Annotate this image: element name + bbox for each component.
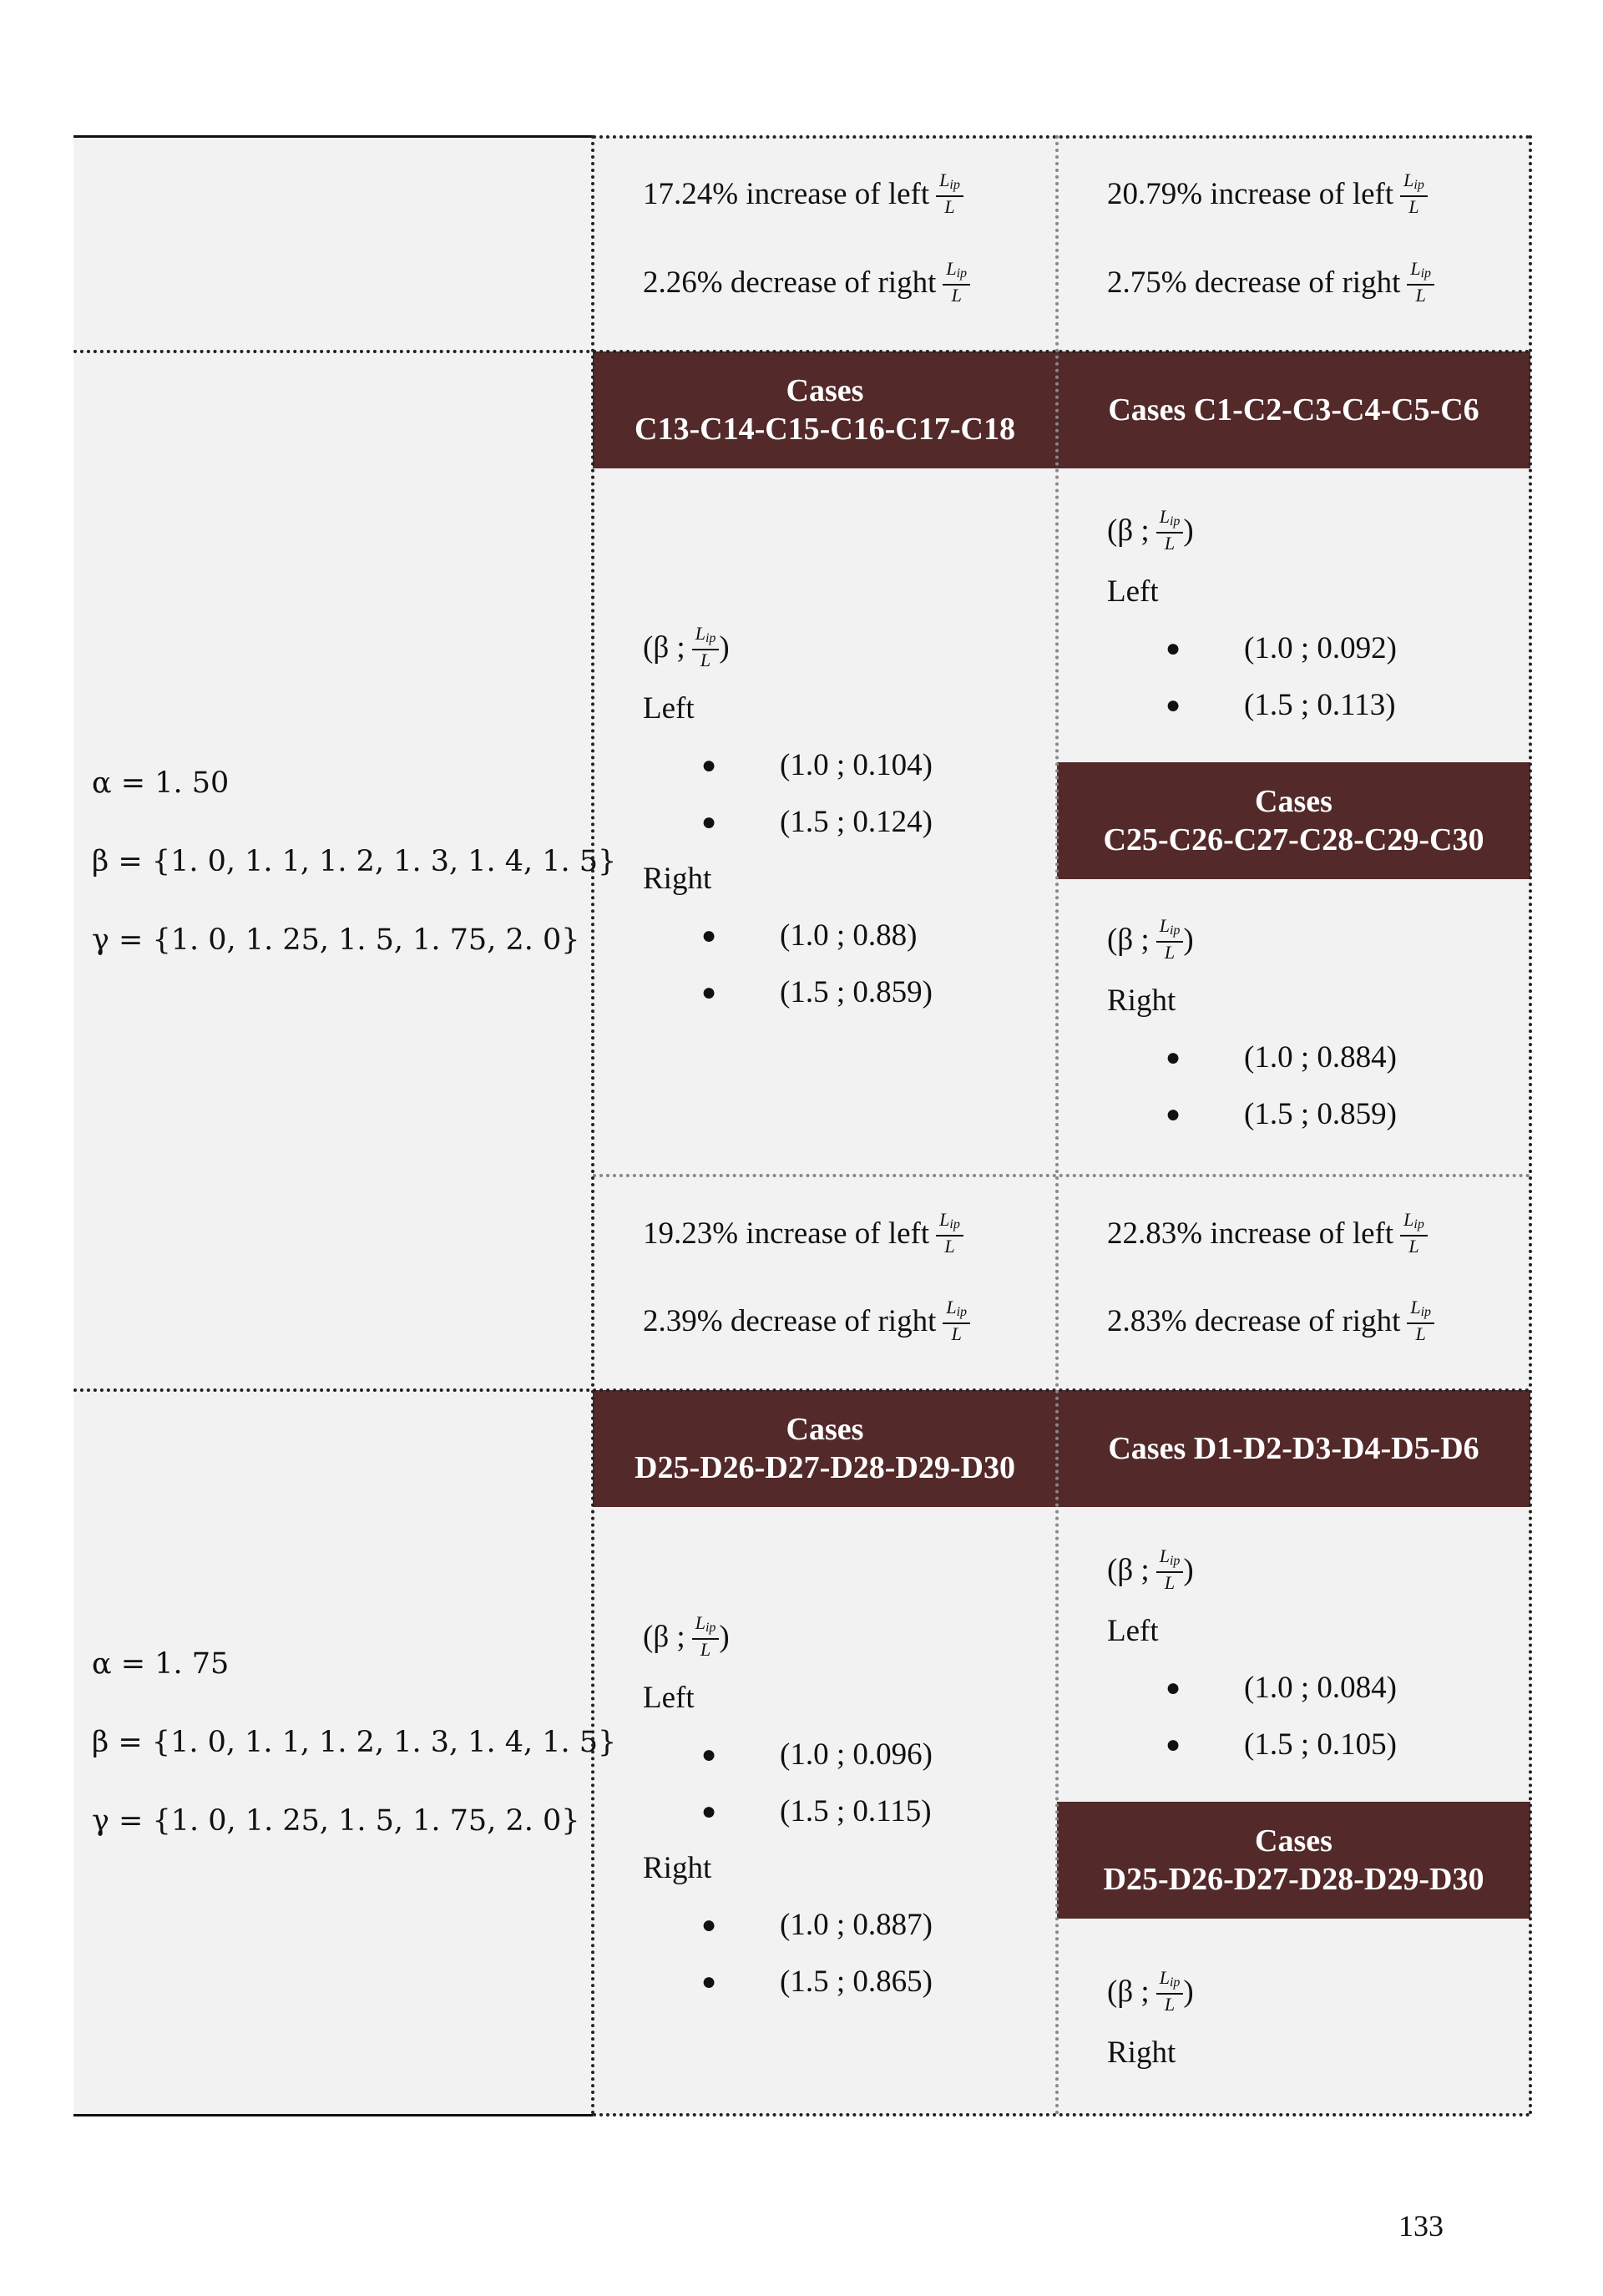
case-results-block	[1107, 906, 1508, 1143]
table-top-rule	[73, 135, 593, 138]
param-alpha: α = 1. 75	[92, 1647, 230, 1681]
right-label: Right	[1107, 984, 1176, 1018]
table-bottom-rule-dotted	[593, 2113, 1530, 2116]
left-label: Left	[643, 691, 695, 726]
summary-line-right-decrease: 2.39% decrease of right $\frac{L_{ip}}{L}$	[643, 1286, 970, 1356]
pair-heading: (β ; $\frac{L_{ip}}{L}$ )	[643, 1612, 730, 1660]
fraction-lip-over-l: $\frac{L_{ip}}{L}$	[936, 1210, 963, 1257]
param-beta: β = {1. 0, 1. 1, 1. 2, 1. 3, 1. 4, 1. 5}	[92, 845, 617, 878]
fraction-lip-over-l: $\frac{L_{ip}}{L}$	[943, 259, 970, 306]
right-label: Right	[643, 862, 712, 896]
fraction-lip-over-l: $\frac{L_{ip}}{L}$	[936, 170, 963, 217]
cases-header: Cases D1-D2-D3-D4-D5-D6	[1057, 1390, 1530, 1507]
summary-line-left-increase: 17.24% increase of left $\frac{L_{ip}}{L}$	[643, 159, 963, 229]
list-item: ● (1.0 ; 0.092)	[1166, 620, 1508, 677]
summary-line-left-increase: 22.83% increase of left $\frac{L_{ip}}{L}$	[1107, 1198, 1428, 1268]
fraction-lip-over-l: $\frac{L_{ip}}{L}$	[943, 1297, 970, 1344]
row-separator	[73, 1388, 1530, 1392]
fraction-lip-over-l: $\frac{L_{ip}}{L}$	[1400, 1210, 1428, 1257]
table-top-rule-dotted	[593, 135, 1530, 139]
case-results-block	[1107, 497, 1508, 734]
list-item: ● (1.0 ; 0.887)	[701, 1897, 1044, 1954]
left-label: Left	[1107, 1614, 1159, 1648]
list-item: ● (1.0 ; 0.096)	[701, 1727, 1044, 1783]
case-results-block	[643, 614, 1044, 1021]
column-separator	[1055, 135, 1059, 2116]
list-item: ● (1.5 ; 0.859)	[701, 964, 1044, 1021]
column-separator	[591, 135, 594, 2116]
pair-heading: (β ; $\frac{L_{ip}}{L}$ )	[1107, 915, 1194, 963]
list-item: ● (1.5 ; 0.113)	[1166, 677, 1508, 734]
cases-header: Cases C1-C2-C3-C4-C5-C6	[1057, 351, 1530, 468]
table-cell-param-top	[73, 136, 593, 351]
case-results-block	[643, 1603, 1044, 2010]
list-item: ● (1.0 ; 0.104)	[701, 737, 1044, 794]
row-separator	[73, 350, 1530, 353]
pair-heading: (β ; $\frac{L_{ip}}{L}$ )	[643, 623, 730, 670]
pair-heading: (β ; $\frac{L_{ip}}{L}$ )	[1107, 506, 1194, 554]
case-results-block	[1107, 1536, 1508, 1773]
fraction-lip-over-l: $\frac{L_{ip}}{L}$	[692, 624, 720, 670]
param-gamma: γ = {1. 0, 1. 25, 1. 5, 1. 75, 2. 0}	[92, 1804, 580, 1838]
row-separator	[593, 1174, 1530, 1177]
list-item: ● (1.5 ; 0.105)	[1166, 1717, 1508, 1773]
summary-line-right-decrease: 2.83% decrease of right $\frac{L_{ip}}{L}$	[1107, 1286, 1434, 1356]
cases-header: Cases D25-D26-D27-D28-D29-D30	[1057, 1802, 1530, 1919]
right-label: Right	[643, 1851, 712, 1885]
pair-heading: (β ; $\frac{L_{ip}}{L}$ )	[1107, 1967, 1194, 2015]
summary-line-right-decrease: 2.75% decrease of right $\frac{L_{ip}}{L}$	[1107, 247, 1434, 317]
table-right-edge	[1529, 135, 1532, 2116]
list-item: ● (1.0 ; 0.084)	[1166, 1660, 1508, 1717]
list-item: ● (1.5 ; 0.124)	[701, 794, 1044, 851]
fraction-lip-over-l: $\frac{L_{ip}}{L}$	[1156, 507, 1184, 554]
cases-header: Cases D25-D26-D27-D28-D29-D30	[593, 1390, 1057, 1507]
fraction-lip-over-l: $\frac{L_{ip}}{L}$	[692, 1613, 720, 1660]
fraction-lip-over-l: $\frac{L_{ip}}{L}$	[1407, 1297, 1434, 1344]
fraction-lip-over-l: $\frac{L_{ip}}{L}$	[1156, 916, 1184, 963]
fraction-lip-over-l: $\frac{L_{ip}}{L}$	[1407, 259, 1434, 306]
case-results-block	[1107, 1958, 1508, 2081]
pair-heading: (β ; $\frac{L_{ip}}{L}$ )	[1107, 1545, 1194, 1593]
cases-header: Cases C25-C26-C27-C28-C29-C30	[1057, 762, 1530, 879]
left-label: Left	[643, 1681, 695, 1715]
summary-line-right-decrease: 2.26% decrease of right $\frac{L_{ip}}{L}$	[643, 247, 970, 317]
right-label: Right	[1107, 2036, 1176, 2070]
list-item: ● (1.0 ; 0.88)	[701, 908, 1044, 964]
param-alpha: α = 1. 50	[92, 766, 230, 800]
fraction-lip-over-l: $\frac{L_{ip}}{L}$	[1156, 1968, 1184, 2015]
list-item: ● (1.5 ; 0.859)	[1166, 1086, 1508, 1143]
fraction-lip-over-l: $\frac{L_{ip}}{L}$	[1156, 1546, 1184, 1593]
list-item: ● (1.5 ; 0.865)	[701, 1954, 1044, 2010]
table-bottom-rule	[73, 2114, 593, 2116]
summary-line-left-increase: 19.23% increase of left $\frac{L_{ip}}{L}$	[643, 1198, 963, 1268]
page-number: 133	[1398, 2209, 1444, 2243]
left-label: Left	[1107, 574, 1159, 609]
list-item: ● (1.5 ; 0.115)	[701, 1783, 1044, 1840]
summary-line-left-increase: 20.79% increase of left $\frac{L_{ip}}{L}$	[1107, 159, 1428, 229]
param-beta: β = {1. 0, 1. 1, 1. 2, 1. 3, 1. 4, 1. 5}	[92, 1726, 617, 1759]
param-gamma: γ = {1. 0, 1. 25, 1. 5, 1. 75, 2. 0}	[92, 923, 580, 957]
list-item: ● (1.0 ; 0.884)	[1166, 1029, 1508, 1086]
cases-header: Cases C13-C14-C15-C16-C17-C18	[593, 351, 1057, 468]
fraction-lip-over-l: $\frac{L_{ip}}{L}$	[1400, 170, 1428, 217]
